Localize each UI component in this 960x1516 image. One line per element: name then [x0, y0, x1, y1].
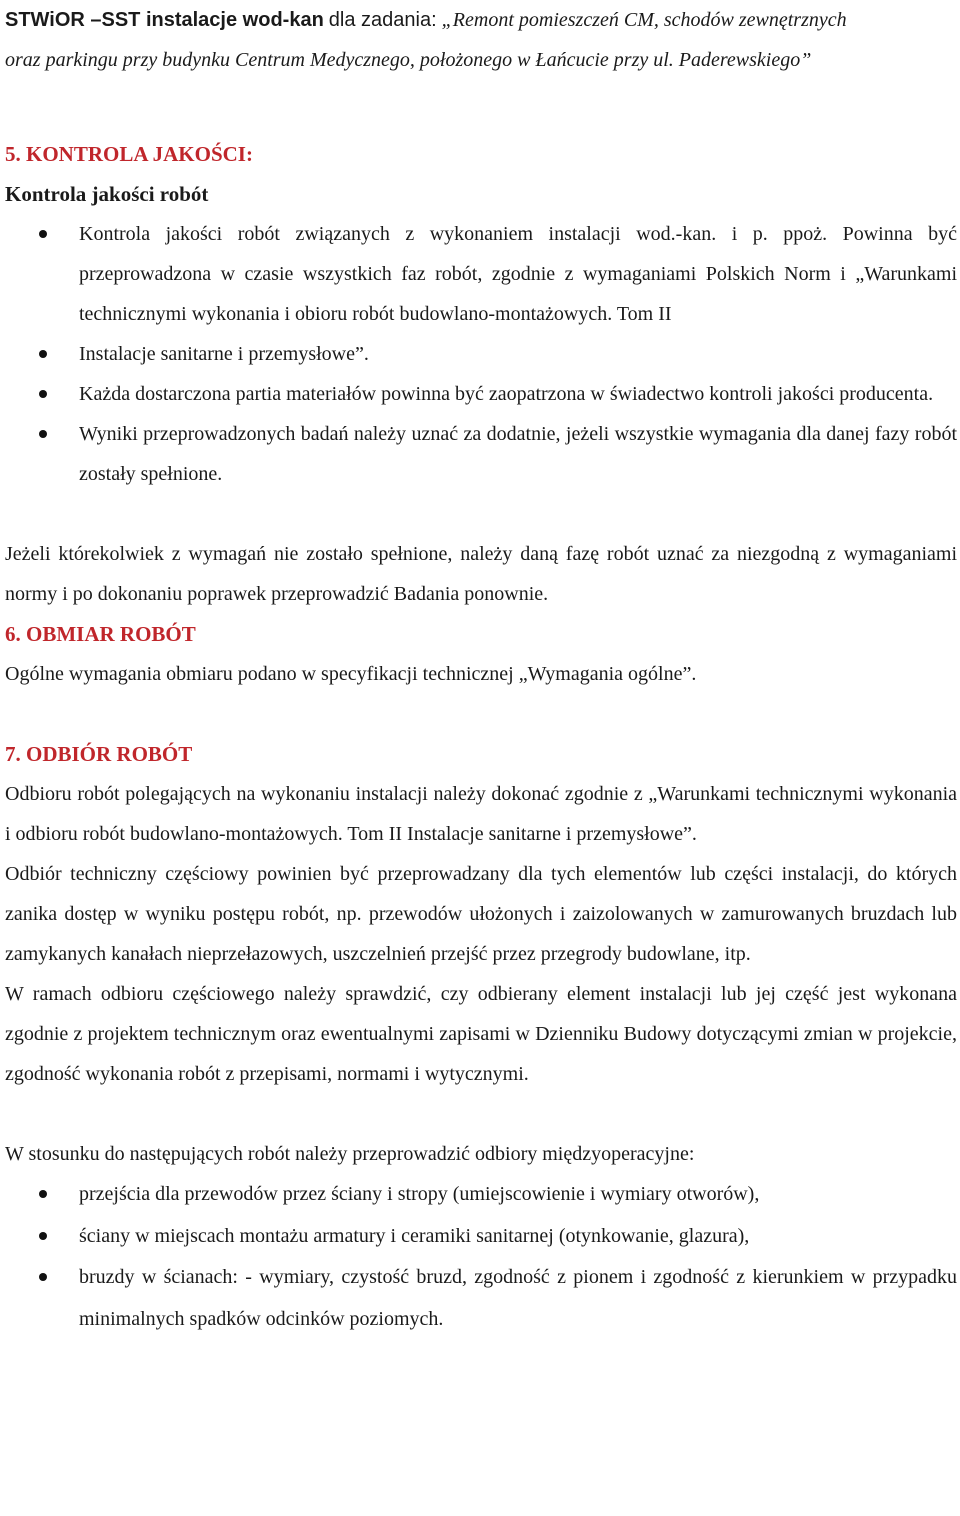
bullet-icon	[39, 230, 47, 238]
for-task-label: dla zadania:	[328, 9, 437, 31]
list-item: Każda dostarczona partia materiałów powinna być zaopatrzona w świadectwo kontroli jakości producenta.	[5, 374, 957, 414]
list-item: bruzdy w ścianach: - wymiary, czystość bruzd, zgodność z pionem i zgodność z kierunkiem w przypadku minimalnych spadków odcinków poziomych.	[5, 1257, 957, 1340]
list-item: przejścia dla przewodów przez ściany i stropy (umiejscowienie i wymiary otworów),	[5, 1174, 957, 1216]
section-5-paragraph: Jeżeli którekolwiek z wymagań nie zostało spełnione, należy daną fazę robót uznać za niezgodną z wymaganiami normy i po dokonaniu poprawek przeprowadzić Badania ponownie.	[5, 543, 957, 605]
document-header	[5, 0, 957, 80]
spec-code: STWiOR –SST instalacje wod-kan	[5, 9, 324, 31]
task-title-line2: oraz parkingu przy budynku Centrum Medycznego, położonego w Łańcucie przy ul. Paderewskiego”	[5, 49, 812, 71]
bullet-icon	[39, 1232, 47, 1240]
list-item: Wyniki przeprowadzonych badań należy uznać za dodatnie, jeżeli wszystkie wymagania dla danej fazy robót zostały spełnione.	[5, 414, 957, 494]
inter-operational-list	[5, 1174, 957, 1340]
bullet-icon	[39, 350, 47, 358]
section-6-heading: 6. OBMIAR ROBÓT	[5, 622, 196, 646]
list-item: Instalacje sanitarne i przemysłowe”.	[5, 334, 957, 374]
section-7-paragraph-3: W ramach odbioru częściowego należy sprawdzić, czy odbierany element instalacji lub jej część jest wykonana zgodnie z projektem technicznym oraz ewentualnymi zapisami w Dzienniku Budowy dotyczącymi zmian w projekcie, zgodność wykonania robót z przepisami, normami i wytycznymi.	[5, 983, 957, 1085]
task-title-line1: „Remont pomieszczeń CM, schodów zewnętrznych	[441, 9, 847, 31]
section-5-heading: 5. KONTROLA JAKOŚCI:	[5, 142, 253, 166]
section-7-paragraph-1: Odbioru robót polegających na wykonaniu instalacji należy dokonać zgodnie z „Warunkami technicznymi wykonania i odbioru robót budowlano-montażowych. Tom II Instalacje sanitarne i przemysłowe”.	[5, 783, 957, 845]
section-7-paragraph-2: Odbiór techniczny częściowy powinien być przeprowadzany dla tych elementów lub części instalacji, do których zanika dostęp w wyniku postępu robót, np. przewodów ułożonych i zaizolowanych w zamurowanych bruzdach lub zamykanych kanałach nieprzełazowych, uszczelnień przejść przez przegrody budowlane, itp.	[5, 863, 957, 965]
list-item: ściany w miejscach montażu armatury i ceramiki sanitarnej (otynkowanie, glazura),	[5, 1216, 957, 1258]
document-page	[5, 0, 957, 1340]
section-7-heading: 7. ODBIÓR ROBÓT	[5, 742, 193, 766]
quality-control-list	[5, 214, 957, 494]
section-6-paragraph: Ogólne wymagania obmiaru podano w specyfikacji technicznej „Wymagania ogólne”.	[5, 663, 697, 685]
section-5-subheading: Kontrola jakości robót	[5, 182, 209, 206]
bullet-icon	[39, 390, 47, 398]
section-7-intro: W stosunku do następujących robót należy przeprowadzić odbiory międzyoperacyjne:	[5, 1143, 695, 1165]
bullet-icon	[39, 1190, 47, 1198]
bullet-icon	[39, 430, 47, 438]
bullet-icon	[39, 1273, 47, 1281]
list-item: Kontrola jakości robót związanych z wykonaniem instalacji wod.-kan. i p. ppoż. Powinna być przeprowadzona w czasie wszystkich faz robót, zgodnie z wymaganiami Polskich Norm i „Warunkami technicznymi wykonania i obioru robót budowlano-montażowych. Tom II	[5, 214, 957, 334]
